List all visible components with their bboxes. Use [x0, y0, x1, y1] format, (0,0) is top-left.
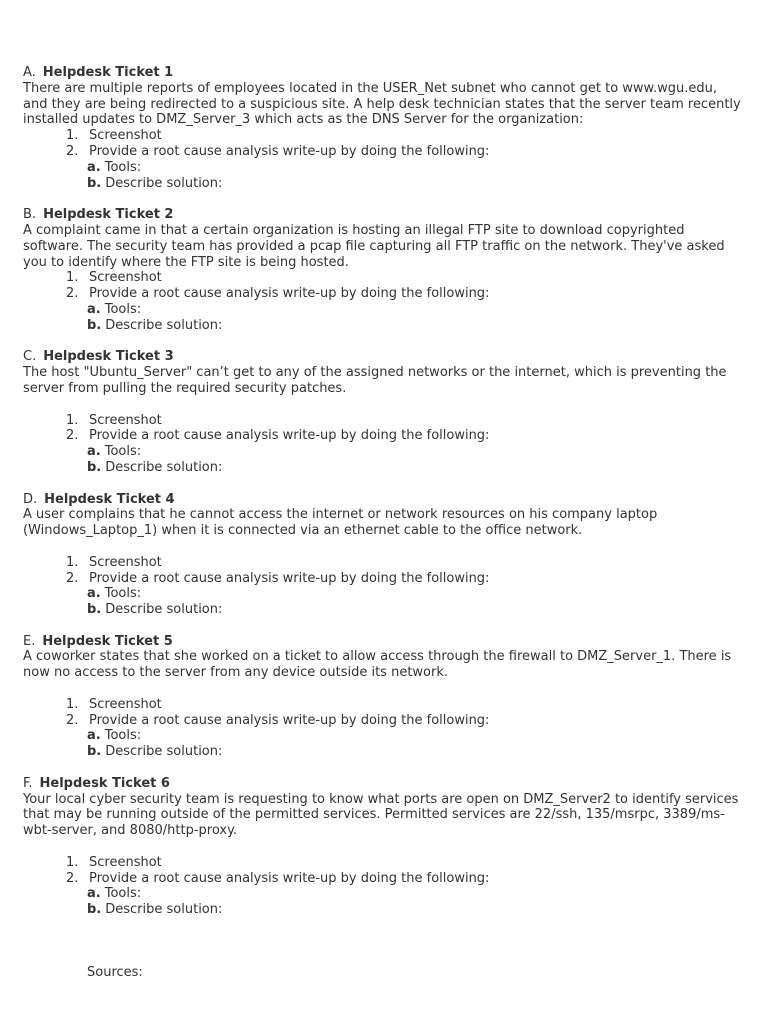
step-number: 1. — [66, 270, 79, 286]
step-analysis-label: Provide a root cause analysis write-up by doing the following: — [89, 712, 490, 728]
ticket-letter: F. — [23, 775, 33, 791]
helpdesk-ticket — [23, 207, 744, 349]
step-analysis — [66, 571, 744, 587]
substep-solution-label: Describe solution: — [105, 175, 223, 191]
substep-solution-label: Describe solution: — [105, 602, 223, 618]
step-screenshot-label: Screenshot — [89, 270, 162, 286]
ticket-heading — [23, 492, 744, 508]
substep-marker: a. — [87, 301, 101, 317]
spacer — [23, 191, 744, 207]
substep-tools-label: Tools: — [104, 444, 142, 460]
step-number: 2. — [66, 870, 79, 886]
step-analysis-label: Provide a root cause analysis write-up by doing the following: — [89, 286, 490, 302]
step-number: 2. — [66, 712, 79, 728]
step-number: 2. — [66, 286, 79, 302]
ticket-steps — [23, 855, 744, 887]
ticket-heading — [23, 207, 744, 223]
step-screenshot-label: Screenshot — [89, 412, 162, 428]
substep-solution-label: Describe solution: — [105, 902, 223, 918]
ticket-steps — [23, 413, 744, 445]
substep-solution-label: Describe solution: — [105, 459, 223, 475]
substep-solution — [23, 318, 744, 334]
substep-solution-label: Describe solution: — [105, 744, 223, 760]
helpdesk-ticket — [23, 349, 744, 491]
step-analysis — [66, 286, 744, 302]
substep-solution — [23, 460, 744, 476]
step-screenshot — [66, 413, 744, 429]
ticket-list — [23, 65, 744, 934]
spacer — [23, 539, 744, 555]
substep-solution — [23, 744, 744, 760]
spacer — [23, 334, 744, 350]
substep-marker: b. — [87, 602, 102, 618]
helpdesk-ticket — [23, 492, 744, 634]
step-analysis — [66, 713, 744, 729]
sources-label: Sources: — [87, 964, 143, 980]
step-number: 1. — [66, 696, 79, 712]
step-screenshot-label: Screenshot — [89, 554, 162, 570]
step-number: 1. — [66, 554, 79, 570]
ticket-steps — [23, 697, 744, 729]
step-number: 2. — [66, 428, 79, 444]
step-screenshot — [66, 697, 744, 713]
step-screenshot — [66, 270, 744, 286]
step-analysis-label: Provide a root cause analysis write-up by doing the following: — [89, 870, 490, 886]
step-screenshot — [66, 128, 744, 144]
spacer — [23, 618, 744, 634]
spacer — [23, 681, 744, 697]
helpdesk-ticket — [23, 65, 744, 207]
substep-marker: a. — [87, 586, 101, 602]
ticket-title: Helpdesk Ticket 1 — [42, 65, 174, 80]
substep-tools-label: Tools: — [104, 159, 142, 175]
step-analysis — [66, 871, 744, 887]
substep-solution — [23, 176, 744, 192]
spacer — [23, 839, 744, 855]
helpdesk-ticket — [23, 776, 744, 934]
ticket-heading — [23, 65, 744, 81]
ticket-steps — [23, 270, 744, 302]
substep-marker: a. — [87, 159, 101, 175]
substep-tools — [23, 160, 744, 176]
ticket-letter: E. — [23, 633, 36, 649]
ticket-heading — [23, 634, 744, 650]
substep-marker: a. — [87, 886, 101, 902]
substep-solution — [23, 902, 744, 918]
step-number: 2. — [66, 143, 79, 159]
ticket-steps — [23, 128, 744, 160]
substep-marker: b. — [87, 902, 102, 918]
substep-tools — [23, 302, 744, 318]
step-analysis-label: Provide a root cause analysis write-up by doing the following: — [89, 570, 490, 586]
step-screenshot-label: Screenshot — [89, 696, 162, 712]
ticket-title: Helpdesk Ticket 6 — [39, 775, 170, 791]
spacer — [23, 397, 744, 413]
spacer — [23, 918, 744, 934]
step-screenshot — [66, 555, 744, 571]
step-number: 2. — [66, 570, 79, 586]
substep-tools — [23, 886, 744, 902]
substep-tools-label: Tools: — [104, 728, 142, 744]
substep-solution-label: Describe solution: — [105, 317, 223, 333]
step-analysis-label: Provide a root cause analysis write-up by doing the following: — [89, 428, 490, 444]
substep-tools-label: Tools: — [104, 301, 142, 317]
ticket-description: A user complains that he cannot access the internet or network resources on his company laptop (Windows_Laptop_1) when it is connected via an ethernet cable to the office network. — [23, 507, 658, 539]
ticket-steps — [23, 555, 744, 587]
ticket-description: Your local cyber security team is requesting to know what ports are open on DMZ_Server2 to identify services that may be running outside of the permitted services. Permitted services are 22/ssh, 135/msrpc, 3389/ms-wbt-server, and 8080/http-proxy. — [23, 791, 739, 839]
ticket-letter: D. — [23, 491, 38, 507]
ticket-description: The host "Ubuntu_Server" can’t get to any of the assigned networks or the internet, which is preventing the server from pulling the required security patches. — [23, 365, 727, 396]
ticket-description: A complaint came in that a certain organization is hosting an illegal FTP site to download copyrighted software. The security team has provided a pcap file capturing all FTP traffic on the network. They've asked you to identify where the FTP site is being hosted. — [23, 222, 725, 270]
ticket-letter: B. — [23, 207, 37, 223]
ticket-description: A coworker states that she worked on a ticket to allow access through the firewall to DMZ_Server_1. There is now no access to the server from any device outside its network. — [23, 649, 732, 681]
substep-marker: a. — [87, 728, 101, 744]
step-analysis — [66, 144, 744, 160]
step-screenshot-label: Screenshot — [89, 128, 162, 144]
substep-marker: b. — [87, 459, 102, 475]
substep-marker: a. — [87, 444, 101, 460]
step-screenshot — [66, 855, 744, 871]
ticket-title: Helpdesk Ticket 3 — [43, 349, 174, 365]
ticket-title: Helpdesk Ticket 2 — [43, 207, 174, 223]
substep-tools-label: Tools: — [104, 886, 142, 902]
substep-marker: b. — [87, 744, 102, 760]
substep-tools — [23, 728, 744, 744]
ticket-heading — [23, 776, 744, 792]
substep-tools-label: Tools: — [104, 586, 142, 602]
step-number: 1. — [66, 128, 79, 144]
substep-tools — [23, 586, 744, 602]
step-number: 1. — [66, 854, 79, 870]
ticket-heading — [23, 349, 744, 365]
step-screenshot-label: Screenshot — [89, 854, 162, 870]
ticket-letter: C. — [23, 349, 37, 365]
step-analysis — [66, 428, 744, 444]
ticket-letter: A. — [23, 65, 36, 80]
ticket-title: Helpdesk Ticket 5 — [42, 633, 173, 649]
substep-solution — [23, 602, 744, 618]
step-analysis-label: Provide a root cause analysis write-up by doing the following: — [89, 143, 490, 159]
substep-marker: b. — [87, 175, 102, 191]
substep-marker: b. — [87, 317, 102, 333]
ticket-description: There are multiple reports of employees located in the USER_Net subnet who cannot get to www.wgu.edu, and they are being redirected to a suspicious site. A help desk technician states that the server team recently installed updates to DMZ_Server_3 which acts as the DNS Server for the organization: — [23, 80, 741, 128]
helpdesk-ticket — [23, 634, 744, 776]
spacer — [23, 760, 744, 776]
substep-tools — [23, 444, 744, 460]
ticket-title: Helpdesk Ticket 4 — [44, 491, 175, 507]
step-number: 1. — [66, 412, 79, 428]
spacer — [23, 476, 744, 492]
